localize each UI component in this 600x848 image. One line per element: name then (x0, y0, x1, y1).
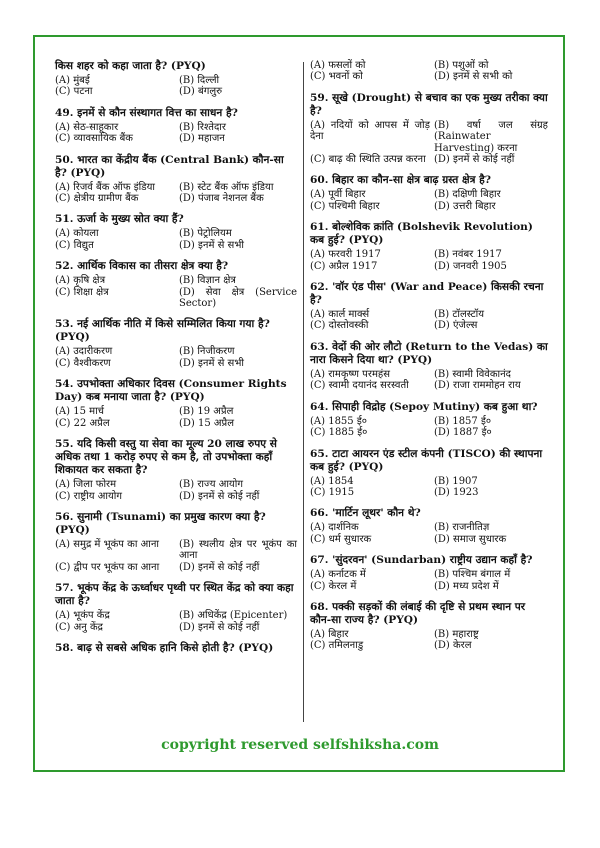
question-block (310, 554, 548, 592)
option: (C) विद्युत (55, 239, 94, 251)
option: (B) 1907 (434, 475, 478, 487)
option: (B) राज्य आयोग (179, 479, 243, 491)
option: (B) दक्षिणी बिहार (434, 189, 501, 201)
option: (D) इनमें से कोई नहीं (179, 490, 260, 502)
option: (C) दोस्तोवस्की (310, 320, 369, 332)
option: (A) रिजर्व बैंक ऑफ इंडिया (55, 181, 155, 193)
question-block (310, 401, 548, 439)
question-text: 49. इनमें से कौन संस्थागत वित्त का साधन है? (55, 106, 238, 119)
question-text: 51. ऊर्जा के मुख्य स्रोत क्या हैं? (55, 213, 184, 226)
option: (C) बाढ़ की स्थिति उत्पन्न करना (310, 154, 426, 166)
options-grid (55, 610, 297, 633)
option: (D) इनमें से कोई नहीं (179, 561, 260, 573)
option: (B) पशुओं को (434, 60, 489, 71)
question-block (310, 507, 548, 545)
options-grid (310, 189, 548, 212)
option: (A) कर्नाटक में (310, 569, 366, 581)
column-divider (303, 62, 304, 722)
options-grid (310, 416, 548, 439)
option: (D) इनमें से कोई नहीं (179, 621, 260, 633)
question-block (55, 154, 297, 205)
option: (B) टॉलस्टॉय (434, 309, 485, 321)
option: (B) 1857 ई० (434, 415, 492, 427)
option: (B) स्थलीय क्षेत्र पर भूकंप का आना (179, 538, 297, 562)
option: (A) कृषि क्षेत्र (55, 275, 106, 287)
option: (A) कार्ल मार्क्स (310, 309, 370, 321)
option: (B) स्वामी विवेकानंद (434, 368, 511, 380)
question-block (55, 60, 297, 98)
option: (C) 1915 (310, 486, 355, 498)
option: (D) केरल (434, 640, 472, 652)
options-grid (310, 309, 548, 332)
option: (C) तमिलनाडु (310, 640, 364, 652)
option: (A) पूर्वी बिहार (310, 189, 366, 201)
option: (B) विज्ञान क्षेत्र (179, 275, 236, 287)
question-text: 67. 'सुंदरवन' (Sundarban) राष्ट्रीय उद्यान कहाँ है? (310, 554, 533, 567)
option: (D) जनवरी 1905 (434, 260, 507, 272)
question-block (55, 260, 297, 309)
option: (A) जिला फोरम (55, 479, 117, 491)
option: (A) सेठ-साहूकार (55, 121, 119, 133)
option: (C) पटना (55, 86, 93, 98)
options-grid (310, 629, 548, 652)
question-text: 68. पक्की सड़कों की लंबाई की दृष्टि से प्रथम स्थान पर कौन-सा राज्य है? (PYQ) (310, 600, 526, 626)
question-text: 56. सुनामी (Tsunami) का प्रमुख कारण क्या है? (PYQ) (55, 510, 266, 536)
option: (C) भवनों को (310, 71, 363, 83)
option: (D) 15 अप्रैल (179, 417, 235, 429)
option: (B) स्टेट बैंक ऑफ इंडिया (179, 181, 274, 193)
option: (D) उत्तरी बिहार (434, 200, 496, 212)
question-block (55, 213, 297, 251)
option: (B) राजनीतिज्ञ (434, 522, 490, 534)
option: (C) शिक्षा क्षेत्र (55, 286, 109, 298)
option: (C) व्यावसायिक बैंक (55, 133, 133, 145)
option: (D) इनमें से सभी को (434, 71, 513, 83)
option: (D) समाज सुधारक (434, 533, 507, 545)
option: (D) मध्य प्रदेश में (434, 580, 499, 592)
option: (B) रिश्तेदार (179, 121, 226, 133)
question-text: 65. टाटा आयरन एंड स्टील कंपनी (TISCO) की स्थापना कब हुई? (PYQ) (310, 447, 543, 473)
option: (C) अनु केंद्र (55, 621, 103, 633)
question-text: 55. यदि किसी वस्तु या सेवा का मूल्य 20 लाख रुपए से अधिक तथा 1 करोड़ रुपए से कम है, तो उपभोक्ता कहाँ शिकायत कर सकता है? (55, 438, 277, 477)
options-grid (310, 369, 548, 392)
option: (B) पश्चिम बंगाल में (434, 569, 511, 581)
option: (A) उदारीकरण (55, 346, 113, 358)
option: (C) स्वामी दयानंद सरस्वती (310, 380, 409, 392)
right-column (310, 60, 548, 661)
option: (A) नदियों को आपस में जोड़ देना (310, 119, 430, 143)
option: (B) दिल्ली (179, 75, 220, 86)
left-column (55, 60, 297, 657)
question-block (55, 378, 297, 429)
options-grid (55, 539, 297, 573)
options-grid (55, 479, 297, 502)
option: (B) नवंबर 1917 (434, 249, 502, 261)
option: (D) सेवा क्षेत्र (Service Sector) (179, 286, 297, 310)
options-grid (310, 522, 548, 545)
option: (C) क्षेत्रीय ग्रामीण बैंक (55, 193, 139, 205)
option: (C) केरल में (310, 580, 357, 592)
option: (B) वर्षा जल संग्रह (Rainwater Harvesting) करना (434, 119, 548, 154)
question-block (55, 582, 297, 633)
question-text: 58. बाढ़ से सबसे अधिक हानि किसे होती है? (PYQ) (55, 641, 274, 654)
option: (D) 1923 (434, 486, 479, 498)
option: (A) मुंबई (55, 75, 90, 86)
question-block (310, 92, 548, 166)
options-grid (310, 60, 548, 83)
question-text: 62. 'वॉर एंड पीस' (War and Peace) किसकी रचना है? (310, 281, 544, 307)
question-text: 61. बोल्शेविक क्रांति (Bolshevik Revolution) कब हुई? (PYQ) (310, 221, 533, 247)
option: (C) धर्म सुधारक (310, 533, 372, 545)
options-grid (310, 120, 548, 166)
option: (A) 1854 (310, 475, 354, 487)
option: (D) इनमें से सभी (179, 357, 244, 369)
question-text: 52. आर्थिक विकास का तीसरा क्षेत्र क्या है? (55, 260, 229, 273)
option: (D) इनमें से कोई नहीं (434, 154, 515, 166)
question-block (55, 511, 297, 573)
options-grid (55, 406, 297, 429)
option: (B) अधिकेंद्र (Epicenter) (179, 610, 288, 622)
question-text: 66. 'मार्टिन लूथर' कौन थे? (310, 507, 421, 520)
option: (D) महाजन (179, 133, 225, 145)
question-text: 64. सिपाही विद्रोह (Sepoy Mutiny) कब हुआ था? (310, 400, 538, 413)
option: (C) राष्ट्रीय आयोग (55, 490, 122, 502)
options-grid (55, 182, 297, 205)
question-text: 53. नई आर्थिक नीति में किसे सम्मिलित किया गया है? (PYQ) (55, 318, 270, 344)
option: (D) एंजेल्स (434, 320, 478, 332)
question-block (310, 174, 548, 212)
option: (A) दार्शनिक (310, 522, 359, 534)
question-text: 63. वेदों की ओर लौटो (Return to the Vedas) का नारा किसने दिया था? (PYQ) (310, 340, 548, 366)
option: (C) अप्रैल 1917 (310, 260, 378, 272)
options-grid (310, 569, 548, 592)
option: (C) वैश्वीकरण (55, 357, 111, 369)
option: (B) पेट्रोलियम (179, 228, 232, 240)
option: (C) 22 अप्रैल (55, 417, 110, 429)
options-grid (55, 228, 297, 251)
options-grid (55, 275, 297, 309)
options-grid (55, 122, 297, 145)
option: (A) बिहार (310, 628, 349, 640)
option: (D) बंगलुरु (179, 86, 223, 98)
question-block (55, 438, 297, 502)
option: (C) पश्चिमी बिहार (310, 200, 380, 212)
option: (A) कोयला (55, 228, 99, 240)
question-block (310, 60, 548, 83)
question-block (55, 318, 297, 369)
option: (A) 1855 ई० (310, 415, 367, 427)
question-block (310, 221, 548, 272)
option: (A) रामकृष्ण परमहंस (310, 368, 390, 380)
question-text: 50. भारत का केंद्रीय बैंक (Central Bank) कौन-सा है? (PYQ) (55, 153, 284, 179)
option: (A) भूकंप केंद्र (55, 610, 110, 622)
question-text: 59. सूखे (Drought) से बचाव का एक मुख्य तरीका क्या है? (310, 91, 548, 117)
option: (C) 1885 ई० (310, 427, 368, 439)
option: (A) फसलों को (310, 60, 366, 71)
question-text: किस शहर को कहा जाता है? (PYQ) (55, 60, 206, 72)
option: (B) निजीकरण (179, 346, 235, 358)
question-block (310, 448, 548, 499)
question-block (310, 601, 548, 652)
options-grid (55, 346, 297, 369)
question-text: 54. उपभोक्ता अधिकार दिवस (Consumer Rights Day) कब मनाया जाता है? (PYQ) (55, 378, 287, 404)
option: (D) पंजाब नेशनल बैंक (179, 193, 264, 205)
question-block (55, 107, 297, 145)
question-block (310, 341, 548, 392)
question-text: 57. भूकंप केंद्र के ऊर्ध्वाधर पृथ्वी पर स्थित केंद्र को क्या कहा जाता है? (55, 582, 294, 608)
options-grid (310, 249, 548, 272)
option: (C) द्वीप पर भूकंप का आना (55, 561, 160, 573)
question-block (55, 642, 297, 655)
option: (A) समुद्र में भूकंप का आना (55, 538, 159, 550)
options-grid (55, 75, 297, 98)
option: (B) महाराष्ट्र (434, 628, 479, 640)
option: (D) 1887 ई० (434, 427, 492, 439)
option: (D) इनमें से सभी (179, 239, 244, 251)
options-grid (310, 476, 548, 499)
option: (D) राजा राममोहन राय (434, 380, 521, 392)
question-text: 60. बिहार का कौन-सा क्षेत्र बाढ़ ग्रस्त क्षेत्र है? (310, 174, 491, 187)
option: (A) फरवरी 1917 (310, 249, 381, 261)
option: (B) 19 अप्रैल (179, 406, 234, 418)
copyright-footer: copyright reserved selfshiksha.com (161, 737, 439, 753)
question-block (310, 281, 548, 332)
option: (A) 15 मार्च (55, 406, 105, 418)
